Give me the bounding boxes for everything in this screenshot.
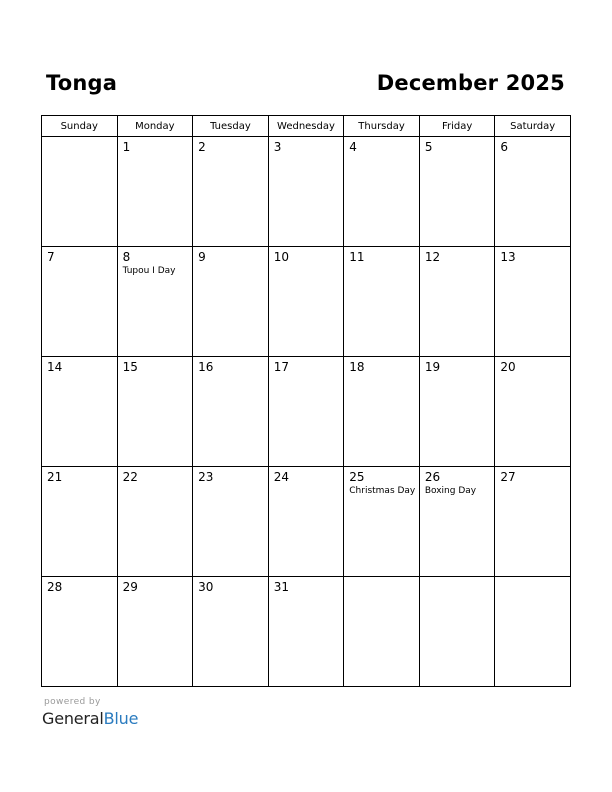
day-cell [419, 577, 495, 687]
week-row [42, 577, 571, 687]
powered-by-text: powered by [44, 697, 101, 707]
day-number: 18 [349, 360, 365, 374]
day-cell [193, 247, 269, 357]
day-number: 7 [47, 250, 55, 264]
day-number: 1 [122, 140, 131, 154]
day-cell [419, 247, 495, 357]
day-cell [117, 357, 193, 467]
day-number: 23 [198, 470, 214, 484]
day-number: 5 [424, 140, 433, 154]
day-cell [344, 137, 420, 247]
calendar-grid [41, 115, 571, 687]
day-cell [117, 467, 193, 577]
day-number: 20 [500, 360, 516, 374]
day-cell [495, 137, 571, 247]
day-cell [193, 577, 269, 687]
day-number: 8 [122, 250, 131, 264]
day-number: 15 [122, 360, 138, 374]
day-number: 28 [47, 580, 63, 594]
day-cell [42, 357, 118, 467]
week-row [42, 467, 571, 577]
logo-text-blue: Blue [103, 709, 139, 728]
day-number: 13 [500, 250, 516, 264]
day-cell [344, 577, 420, 687]
day-number: 29 [122, 580, 138, 594]
day-number: 30 [198, 580, 214, 594]
generalblue-logo[interactable] [42, 709, 138, 729]
day-number: 14 [47, 360, 63, 374]
weekday-header-friday: Friday [419, 116, 495, 137]
day-cell [268, 577, 344, 687]
day-number: 4 [349, 140, 357, 154]
week-row [42, 247, 571, 357]
day-cell [268, 357, 344, 467]
day-cell [42, 577, 118, 687]
footer-branding [42, 697, 138, 729]
day-number: 10 [273, 250, 289, 264]
day-number: 25 [349, 470, 365, 484]
day-cell [344, 247, 420, 357]
week-row [42, 137, 571, 247]
holiday-label: Boxing Day [424, 486, 477, 496]
day-cell [268, 247, 344, 357]
day-number: 2 [198, 140, 206, 154]
day-cell [117, 577, 193, 687]
day-cell [495, 357, 571, 467]
day-number: 3 [273, 140, 282, 154]
weekday-header-thursday: Thursday [344, 116, 420, 137]
weekday-header-row [42, 116, 571, 137]
country-title: Tonga [46, 71, 118, 95]
day-number: 27 [500, 470, 516, 484]
weekday-header-monday: Monday [117, 116, 193, 137]
day-cell [344, 467, 420, 577]
day-cell [344, 357, 420, 467]
day-number: 31 [273, 580, 289, 594]
day-number: 21 [47, 470, 63, 484]
day-number: 9 [198, 250, 206, 264]
day-cell [193, 357, 269, 467]
day-cell [419, 357, 495, 467]
day-cell [268, 137, 344, 247]
day-number: 16 [198, 360, 214, 374]
month-year-title: December 2025 [376, 71, 565, 95]
day-number: 22 [122, 470, 138, 484]
day-number: 11 [349, 250, 365, 264]
day-number: 17 [273, 360, 289, 374]
weekday-header-saturday: Saturday [495, 116, 571, 137]
day-cell [419, 467, 495, 577]
logo-text-general: General [42, 709, 104, 728]
day-cell [42, 467, 118, 577]
day-cell [193, 467, 269, 577]
weekday-header-sunday: Sunday [42, 116, 118, 137]
day-cell [42, 137, 118, 247]
weekday-header-tuesday: Tuesday [193, 116, 269, 137]
day-cell [419, 137, 495, 247]
day-cell [117, 137, 193, 247]
holiday-label: Christmas Day [349, 486, 416, 496]
day-cell [495, 577, 571, 687]
day-number: 26 [424, 470, 441, 484]
day-cell [268, 467, 344, 577]
day-cell [495, 467, 571, 577]
day-cell [117, 247, 193, 357]
week-row [42, 357, 571, 467]
day-number: 12 [424, 250, 441, 264]
weekday-header-wednesday: Wednesday [268, 116, 344, 137]
day-cell [193, 137, 269, 247]
day-cell [42, 247, 118, 357]
holiday-label: Tupou I Day [122, 266, 176, 276]
day-number: 19 [424, 360, 441, 374]
day-cell [495, 247, 571, 357]
day-number: 24 [273, 470, 289, 484]
day-number: 6 [500, 140, 509, 154]
